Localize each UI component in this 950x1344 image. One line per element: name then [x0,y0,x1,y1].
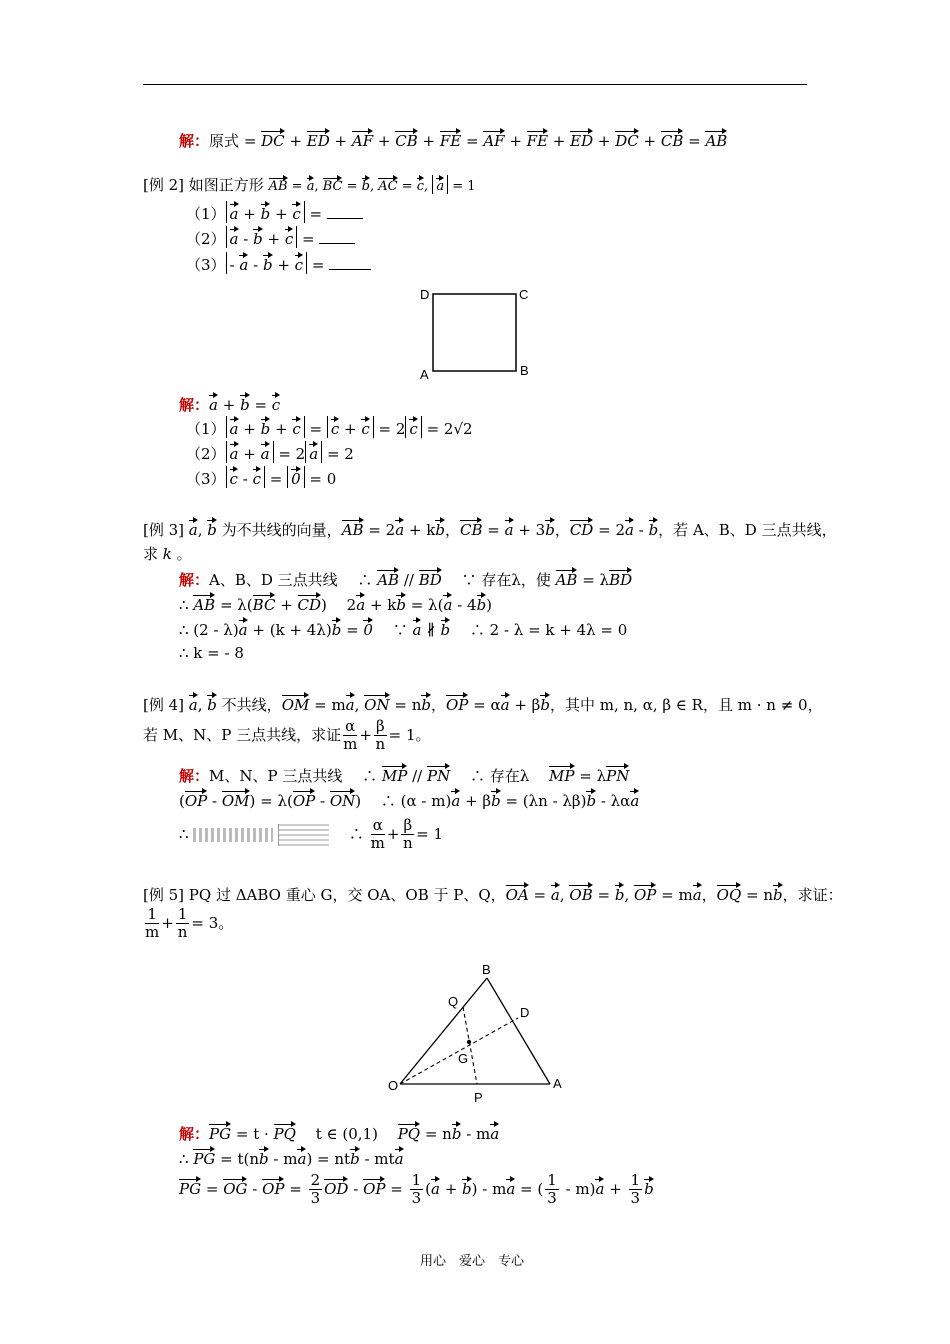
example2-solution-line0: 解：a + b = c [179,392,280,415]
example3-solution-line2: ∴ AB = λ(BC + CD) 2a + kb = λ(a - 4b) [179,592,492,615]
label-A: A [420,367,429,382]
side-BA [487,978,550,1084]
label-Q: Q [448,994,459,1009]
example4-line2-text: 若 M、N、P 三点共线，求证 [143,725,342,744]
label-A: A [553,1076,562,1091]
label-G: G [458,1051,469,1066]
example1-expression: = DC + ED + AF + CB + FE = AF + FE + ED + DC + CB = AB [244,132,728,150]
example2-q3: （3） - a - b + c = [186,252,371,275]
example2-solution-line3: （3） c - c = 0 = 0 [186,466,336,489]
page-footer: 用心 爱心 专心 [420,1254,525,1269]
example3-solution-line3: ∴ (2 - λ)a + (k + 4λ)b = 0 ∵ a ∦ b ∴ 2 - λ = k + 4λ = 0 [179,617,627,640]
garbled-system-image [278,824,329,846]
solution-label: 解： [179,132,210,150]
example2-title-text: [例 2] 如图正方形 [143,176,264,194]
example5-solution-line1: 解：PG = t · PQ t ∈ (0,1) PQ = nb - ma [179,1121,499,1144]
side-OB [400,978,487,1084]
label-D: D [420,287,430,302]
example3-solution-line4: ∴ k = - 8 [179,644,244,662]
solution-label: 解： [179,396,210,414]
example2-condition: AB = a, BC = b, AC = c, a = 1 [269,179,476,194]
example2-solution-line2: （2） a + a = 2 a = 2 [186,441,354,464]
answer-blank [319,229,355,244]
answer-blank [329,255,371,270]
garbled-equation-image [193,828,273,842]
square-outline [433,294,516,371]
triangle-figure [380,960,580,1105]
example2-q1: （1） a + b + c = [186,201,363,224]
label-B: B [520,363,529,378]
example1-solution [179,128,727,151]
label-D: D [520,1005,530,1020]
example2-solution-line1: （1） a + b + c = c + c = 2 c = 2√2 [186,416,473,439]
example5-line2: $\frac{1}{m}$ + $\frac{1}{n}$ = 3。 [145,905,234,942]
solution-label: 解： [179,1125,210,1143]
example4-line2: 若 M、N、P 三点共线，求证 $\frac{\alpha}{m}$ + $\frac{\beta}{n}$ = 1。 [143,717,431,754]
example4-line1: [例 4] a, b 不共线，OM = ma, ON = nb，OP = αa + βb，其中 m, n, α, β ∈ R，且 m · n ≠ 0， [143,692,823,715]
solution-label: 解： [179,767,210,785]
label-O: O [388,1078,399,1093]
example2-title [143,174,476,195]
example5-line1: [例 5] PQ 过 ΔABO 重心 G，交 OA、OB 于 P、Q，OA = a, OB = b, OP = ma，OQ = nb，求证： [143,882,843,905]
label-C: C [519,287,529,302]
example3-line1: [例 3] a, b 为不共线的向量，AB = 2a + kb，CB = a + 3b，CD = 2a - b，若 A、B、D 三点共线， [143,517,837,540]
header-rule [143,84,807,85]
therefore-symbol: ∴ [179,824,189,843]
example4-solution-line1: 解：M、N、P 三点共线 ∴ MP // PN ∴ 存在λ MP = λPN [179,763,629,786]
line-PQ [463,1007,477,1084]
centroid-point [467,1040,471,1044]
label-B: B [482,962,491,977]
example2-q2: （2） a - b + c = [186,226,355,249]
example4-solution-line2: (OP - OM) = λ(OP - ON) ∴ (α - m)a + βb = (λn - λβ)b - λαa [179,788,639,811]
example4-solution-line3: ∴ ∴ $\frac{\alpha}{m}$ + $\frac{\beta}{n}$ = 1 [179,816,444,853]
label-P: P [474,1090,483,1105]
answer-blank [327,204,363,219]
square-figure [410,282,540,382]
example5-solution-line2: ∴ PG = t(nb - ma) = ntb - mta [179,1146,404,1168]
solution-label: 解： [179,571,210,589]
example3-line2: 求 k 。 [143,545,192,563]
example5-solution-line3: PG = OG - OP = $\frac{2}{3}$ OD - OP = $\frac{1}{3}$ (a + b) - ma = ( $\frac{1}{3}$ - m)a + $\frac{1}{3}$ b [179,1171,654,1208]
example3-solution-line1: 解：A、B、D 三点共线 ∴ AB // BD ∵ 存在λ，使 AB = λBD [179,567,632,590]
solution-prefix: 原式 [209,132,240,150]
